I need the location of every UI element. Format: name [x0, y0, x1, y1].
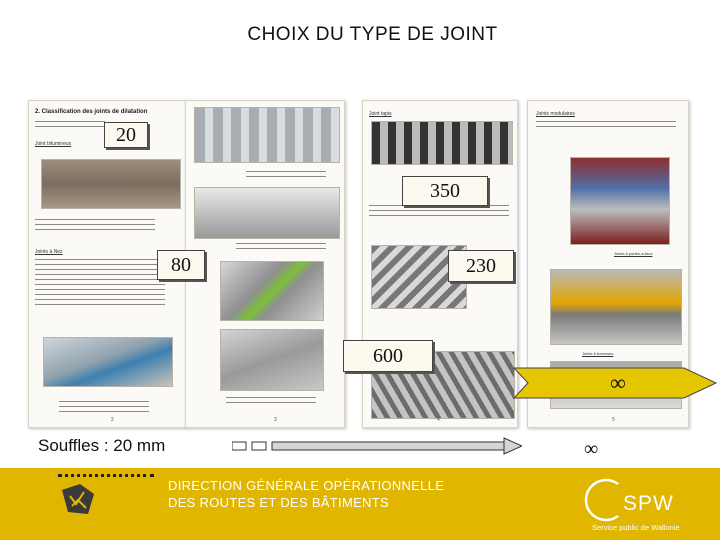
tag-souffle-80: 80: [157, 250, 205, 280]
dgo-logo-icon: [58, 480, 98, 518]
drawing-joint-resine: [220, 329, 324, 391]
tag-souffle-350: 350: [402, 176, 488, 206]
page2-caption3-lines: [226, 397, 316, 407]
souffles-range-end: ∞: [584, 438, 599, 460]
drawing-joint-beton-3: [220, 261, 324, 321]
spw-logo-icon: [584, 478, 624, 522]
drawing-joint-beton-2: [194, 187, 340, 239]
footer-dotted-line: [58, 474, 154, 477]
tag-souffle-600: 600: [343, 340, 433, 372]
page1-caption2-lines: [59, 401, 149, 416]
page4-body-lines: [536, 121, 676, 131]
photo-joint-modulaire-rouge: [570, 157, 670, 245]
page1-heading: 2. Classification des joints de dilatation: [35, 109, 148, 115]
page4-section-traverses: Joints à traverses: [582, 351, 614, 356]
page2-caption2-lines: [236, 243, 326, 253]
document-page-2: [185, 100, 345, 428]
souffles-range-label: Souffles : 20 mm: [38, 436, 166, 455]
page3-body-lines: [369, 205, 509, 220]
photo-joint-nez: [43, 337, 173, 387]
page1-body-lines: [35, 259, 165, 309]
page1-text-lines: [35, 121, 105, 131]
page4-section-souffles: Joints modulaires: [536, 111, 575, 117]
page4-number: 5: [612, 417, 615, 423]
slide-title: CHOIX DU TYPE DE JOINT: [247, 24, 498, 45]
spw-brand: SPW: [623, 492, 674, 515]
page2-number: 3: [274, 417, 277, 423]
tag-souffle-230: 230: [448, 250, 514, 282]
page1-section-nez: Joints à Nez: [35, 249, 63, 255]
page3-number: 4: [437, 417, 440, 423]
page1-caption-lines: [35, 219, 155, 234]
page4-section-portes: Joints à portes-à-faux: [614, 251, 653, 256]
page1-number: 2: [111, 417, 114, 423]
drawing-joint-tapis: [371, 121, 513, 165]
page2-caption-lines: [246, 171, 326, 181]
tag-souffle-infinity: ∞: [610, 370, 626, 395]
photo-joint-bitumineux: [41, 159, 181, 209]
souffles-range-arrow: [232, 436, 522, 456]
drawing-joint-beton-1: [194, 107, 340, 163]
page1-section-bitumineux: Joint bitumineux: [35, 141, 72, 147]
page3-section-tapis: Joint tapis: [369, 111, 392, 117]
spw-brand-subtitle: Service public de Wallonie: [592, 523, 680, 532]
footer-direction-line1: DIRECTION GÉNÉRALE OPÉRATIONNELLE: [168, 478, 445, 493]
tag-souffle-20: 20: [104, 122, 148, 148]
footer-direction-line2: DES ROUTES ET DES BÂTIMENTS: [168, 495, 389, 510]
photo-joint-traverses: [550, 269, 682, 345]
